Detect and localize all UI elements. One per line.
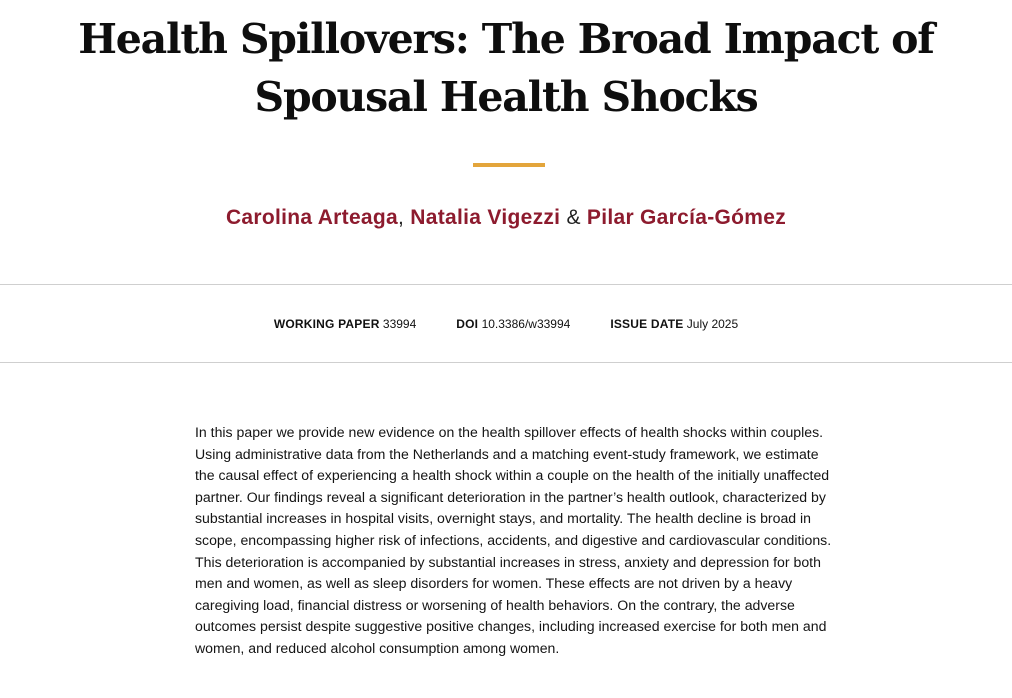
working-paper-number: 33994 bbox=[382, 317, 417, 331]
doi-label: DOI bbox=[456, 317, 479, 331]
author-link-carolina-arteaga[interactable]: Carolina Arteaga bbox=[225, 206, 399, 229]
page-title: Health Spillovers: The Broad Impact of Spousal Health Shocks bbox=[78, 15, 934, 121]
issue-date-meta bbox=[610, 316, 738, 332]
paper-metadata-row bbox=[0, 316, 1012, 332]
author-link-pilar-garcia-gomez[interactable]: Pilar García-Gómez bbox=[586, 206, 787, 229]
working-paper-label: WORKING PAPER bbox=[273, 317, 380, 331]
paper-metadata-band bbox=[0, 284, 1012, 363]
author-separator-ampersand: & bbox=[560, 206, 587, 229]
issue-date-value: July 2025 bbox=[686, 317, 739, 331]
doi-meta bbox=[456, 316, 570, 332]
working-paper-meta bbox=[274, 316, 416, 332]
author-link-natalia-vigezzi[interactable]: Natalia Vigezzi bbox=[410, 206, 561, 229]
author-separator-comma: , bbox=[398, 206, 411, 229]
doi-value: 10.3386/w33994 bbox=[481, 317, 571, 331]
abstract-text: In this paper we provide new evidence on the health spillover effects of health shocks within couples. Using administrative data from the Netherlands and a matching event-study framework, we estimate the causal effect of experiencing a health shock within a couple on the health of the initially unaffected partner. Our findings reveal a significant deterioration in the partner’s health outlook, characterized by substantial increases in hospital visits, overnight stays, and mortality. The health decline is broad in scope, encompassing higher risk of infections, accidents, and digestive and cardiovascular conditions. This deterioration is accompanied by substantial increases in stress, anxiety and depression for both men and women, as well as sleep disorders for women. These effects are not driven by a heavy caregiving load, financial distress or worsening of health behaviors. On the contrary, the adverse outcomes persist despite suggestive positive changes, including increased exercise for both men and women, and reduced alcohol consumption among women. bbox=[195, 424, 832, 656]
title-accent-rule bbox=[473, 163, 545, 167]
author-list bbox=[0, 204, 1012, 232]
issue-date-label: ISSUE DATE bbox=[610, 317, 684, 331]
paper-header bbox=[0, 0, 1012, 284]
